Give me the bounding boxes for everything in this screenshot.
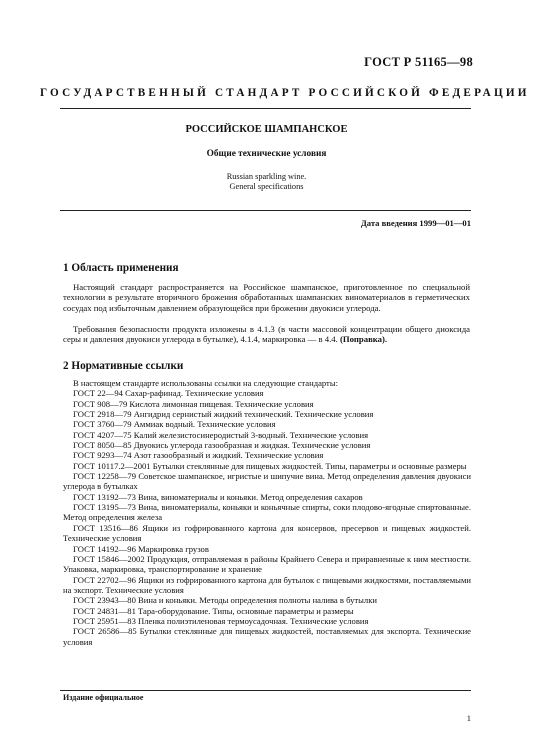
english-title xyxy=(0,172,533,192)
list-item: ГОСТ 10117.2—2001 Бутылки стеклянные для пищевых жидкостей. Типы, параметры и основные размеры xyxy=(73,460,467,471)
page-number: 1 xyxy=(466,713,471,723)
list-item: ГОСТ 14192—96 Маркировка грузов xyxy=(73,543,209,554)
list-item: ГОСТ 12258—79 Советское шампанское, игристые и шипучие вина. Метод определения давления двуокиси углерода в бутылках xyxy=(63,471,471,492)
amendment-note: (Поправка). xyxy=(339,334,388,345)
references-list xyxy=(63,378,471,647)
list-item: ГОСТ 22702—96 Ящики из гофрированного картона для бутылок с пищевыми жидкостями, поставляемыми на экспорт. Технические условия xyxy=(63,574,471,595)
list-item: ГОСТ 8050—85 Двуокись углерода газообразная и жидкая. Технические условия xyxy=(73,440,371,451)
list-item: ГОСТ 9293—74 Азот газообразный и жидкий. Технические условия xyxy=(73,450,324,461)
section-1-heading: 1 Область применения xyxy=(63,262,179,274)
list-item: ГОСТ 23943—80 Вина и коньяки. Методы определения полноты налива в бутылки xyxy=(73,595,377,606)
footer-divider xyxy=(60,690,471,691)
top-divider xyxy=(60,108,471,109)
list-item: ГОСТ 15846—2002 Продукция, отправляемая в районы Крайнего Севера и приравненные к ним местности. Упаковка, маркировка, транспортирование и хранение xyxy=(63,553,471,575)
english-title-line: Russian sparkling wine. xyxy=(226,172,307,181)
section-1-paragraph: Настоящий стандарт распространяется на Российское шампанское, приготовленное по специальной технологии в результате вторичного брожения обработанных шампанских виноматериалов в герметических сосудах под избыточным давлением образующейся при брожении двуокиси углерода. xyxy=(63,282,470,313)
state-standard-heading: ГОСУДАРСТВЕННЫЙ СТАНДАРТ РОССИЙСКОЙ ФЕДЕРАЦИИ xyxy=(40,87,530,99)
english-title-line: General specifications xyxy=(229,182,304,191)
list-item: ГОСТ 13195—73 Вина, виноматериалы, коньяки и коньячные спирты, соки плодово-ягодные спиртованные. Метод определения железа xyxy=(63,502,471,523)
list-item: ГОСТ 3760—79 Аммиак водный. Технические условия xyxy=(73,419,276,430)
list-item: ГОСТ 908—79 Кислота лимонная пищевая. Технические условия xyxy=(73,398,314,409)
standard-code: ГОСТ Р 51165—98 xyxy=(364,55,473,69)
section-1-safety-text: Требования безопасности продукта изложены в 4.1.3 (в части массовой концентрации общего диоксида серы и давления двуокиси углерода в бутылке), 4.1.4, маркировка — в 4.4. xyxy=(63,324,470,345)
list-item: ГОСТ 4207—75 Калий железистосинеродистый 3-водный. Технические условия xyxy=(73,429,369,440)
list-item: ГОСТ 13516—86 Ящики из гофрированного картона для консервов, пресервов и пищевых жидкостей. Технические условия xyxy=(63,522,471,544)
list-item: ГОСТ 13192—73 Вина, виноматериалы и коньяки. Метод определения сахаров xyxy=(73,491,363,502)
section-1-paragraph xyxy=(63,324,470,345)
date-divider xyxy=(60,210,471,211)
list-item: В настоящем стандарте использованы ссылки на следующие стандарты: xyxy=(73,378,338,388)
list-item: ГОСТ 24831—81 Тара-оборудование. Типы, основные параметры и размеры xyxy=(73,605,354,616)
effective-date: Дата введения 1999—01—01 xyxy=(360,218,471,228)
official-edition-label: Издание официальное xyxy=(63,693,144,702)
list-item: ГОСТ 25951—83 Пленка полиэтиленовая термоусадочная. Технические условия xyxy=(73,615,369,626)
list-item: ГОСТ 26586—85 Бутылки стеклянные для пищевых жидкостей, поставляемых для экспорта. Технические условия xyxy=(63,626,471,647)
list-item: ГОСТ 22—94 Сахар-рафинад. Технические условия xyxy=(73,388,264,399)
section-2-heading: 2 Нормативные ссылки xyxy=(63,360,184,372)
document-title: РОССИЙСКОЕ ШАМПАНСКОЕ xyxy=(185,124,348,135)
document-subtitle: Общие технические условия xyxy=(206,149,327,159)
list-item: ГОСТ 2918—79 Ангидрид сернистый жидкий технический. Технические условия xyxy=(73,409,374,420)
